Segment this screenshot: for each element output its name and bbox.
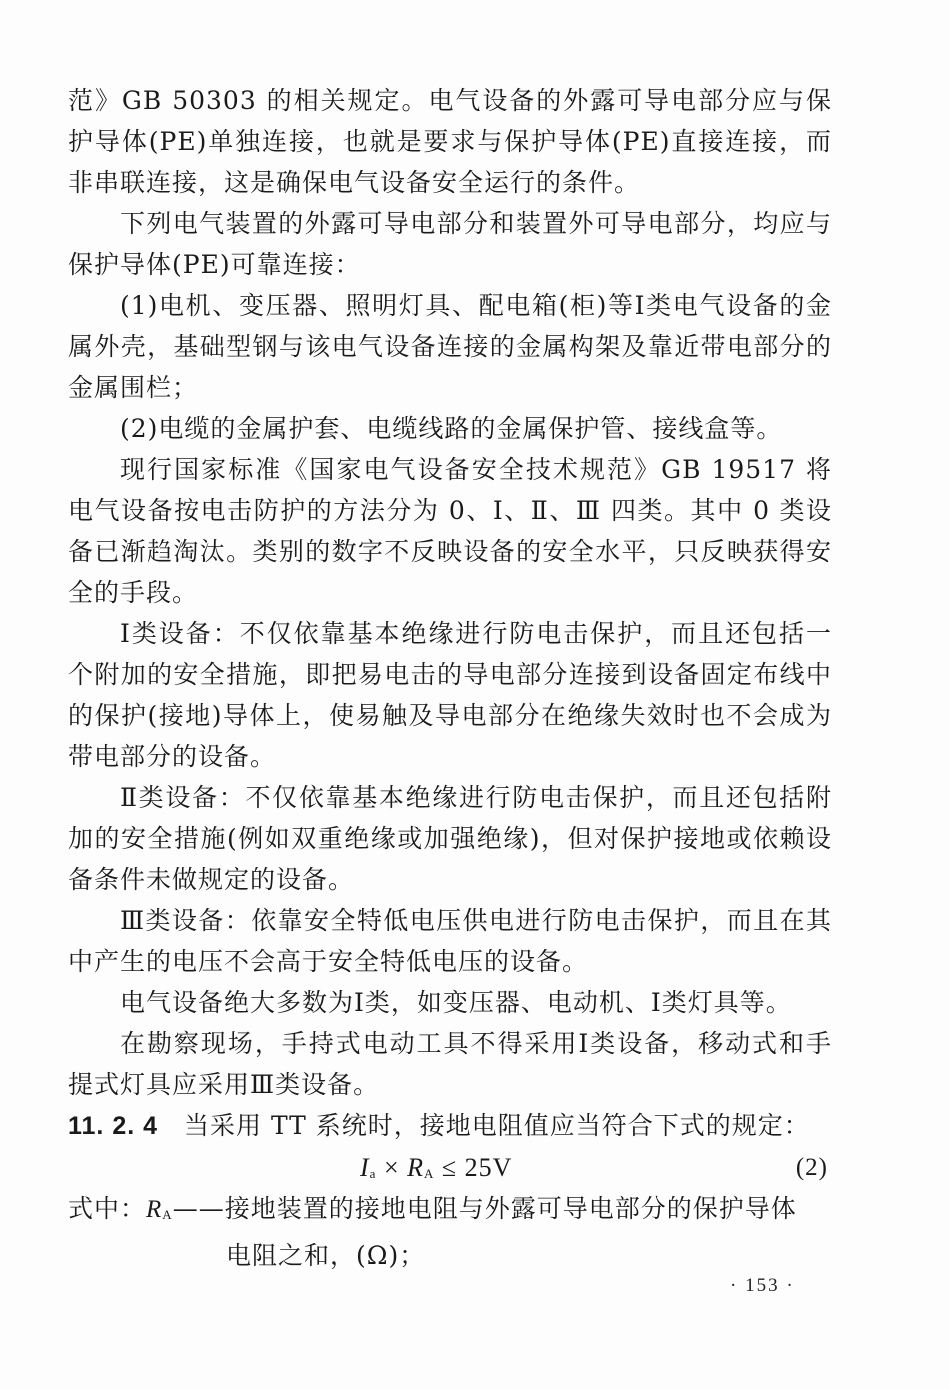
paragraph-class-2: Ⅱ类设备：不仅依靠基本绝缘进行防电击保护，而且还包括附加的安全措施(例如双重绝缘或加强绝缘)，但对保护接地或依赖设备条件未做规定的设备。 xyxy=(68,783,832,894)
paragraph-site-tools: 在勘察现场，手持式电动工具不得采用Ⅰ类设备，移动式和手提式灯具应采用Ⅲ类设备。 xyxy=(68,1029,832,1099)
paragraph-class-3: Ⅲ类设备：依靠安全特低电压供电进行防电击保护，而且在其中产生的电压不会高于安全特低电压的设备。 xyxy=(68,906,832,976)
where-var: R xyxy=(146,1196,163,1223)
clause-11-2-4 xyxy=(68,1105,832,1147)
paragraph-standard-classes: 现行国家标准《国家电气设备安全技术规范》GB 19517 将电气设备按电击防护的方法分为 0、Ⅰ、Ⅱ、Ⅲ 四类。其中 0 类设备已渐趋淘汰。类别的数字不反映设备的安全水平，只反映获得安全的手段。 xyxy=(68,455,832,607)
paragraph-majority: 电气设备绝大多数为Ⅰ类，如变压器、电动机、Ⅰ类灯具等。 xyxy=(120,988,792,1017)
where-line-2: 电阻之和，(Ω)； xyxy=(226,1241,426,1270)
where-line-1: 接地装置的接地电阻与外露可导电部分的保护导体 xyxy=(224,1194,797,1223)
formula-row xyxy=(68,1147,832,1188)
paragraph-list-item-2: (2)电缆的金属护套、电缆线路的金属保护管、接线盒等。 xyxy=(120,414,783,443)
clause-number: 11. 2. 4 xyxy=(68,1112,159,1140)
paragraph-connection-list-intro: 下列电气装置的外露可导电部分和装置外可导电部分，均应与保护导体(PE)可靠连接： xyxy=(68,209,832,279)
paragraph-class-1: Ⅰ类设备：不仅依靠基本绝缘进行防电击保护，而且还包括一个附加的安全措施，即把易电击的导电部分连接到设备固定布线中的保护(接地)导体上，使易触及导电部分在绝缘失效时也不会成为带电部分的设备。 xyxy=(68,619,832,771)
formula-relation: ≤ 25V xyxy=(434,1153,513,1182)
clause-text: 当采用 TT 系统时，接地电阻值应当符合下式的规定： xyxy=(184,1111,810,1140)
body-text xyxy=(68,80,832,1276)
formula-sub-a: a xyxy=(369,1166,377,1181)
page-number: · 153 · xyxy=(730,1275,795,1296)
where-sub: A xyxy=(162,1207,173,1222)
formula-var-i: I xyxy=(360,1153,370,1182)
where-prefix: 式中： xyxy=(68,1194,147,1223)
formula-var-r: R xyxy=(407,1153,425,1182)
formula-times: × xyxy=(376,1153,408,1182)
formula-sub-upper-a: A xyxy=(424,1166,435,1181)
paragraph-continuation: 范》GB 50303 的相关规定。电气设备的外露可导电部分应与保护导体(PE)单独连接，也就是要求与保护导体(PE)直接连接，而非串联连接，这是确保电气设备安全运行的条件。 xyxy=(68,86,832,197)
paragraph-list-item-1: (1)电机、变压器、照明灯具、配电箱(柜)等Ⅰ类电气设备的金属外壳，基础型钢与该电气设备连接的金属构架及靠近带电部分的金属围栏； xyxy=(68,291,832,402)
where-definition xyxy=(68,1188,832,1235)
formula-number: (2) xyxy=(795,1154,828,1181)
formula xyxy=(360,1147,512,1194)
where-dash: —— xyxy=(172,1194,225,1223)
